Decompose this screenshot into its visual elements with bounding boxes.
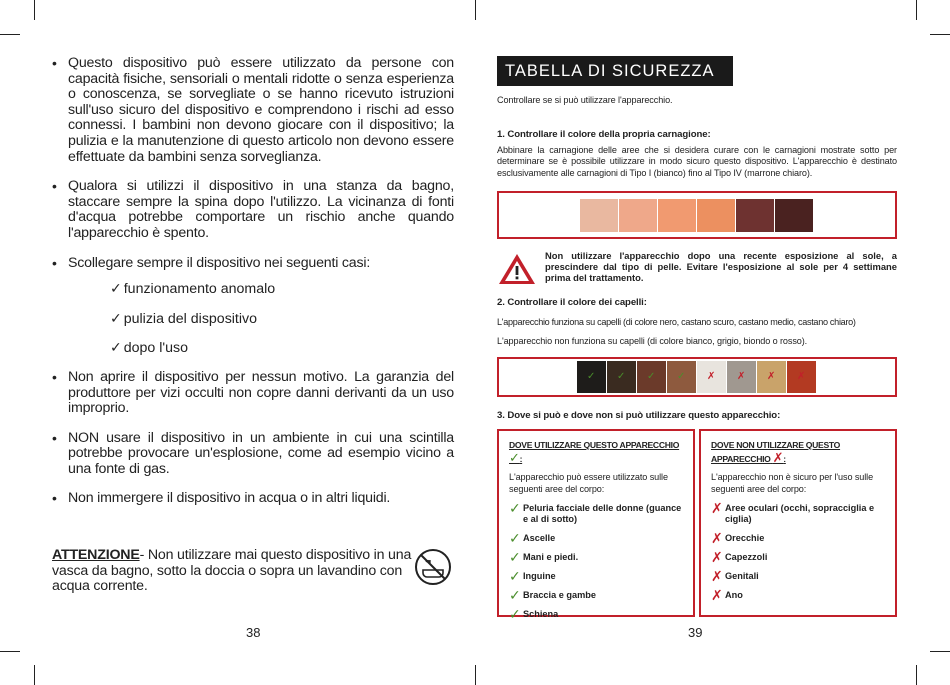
area-item <box>711 568 885 584</box>
cross-icon: ✗ <box>737 371 746 382</box>
cross-icon: ✗ <box>767 371 776 382</box>
skin-swatch <box>697 199 735 232</box>
hair-swatch <box>727 361 756 393</box>
check-item: ✓ pulizia del dispositivo <box>110 309 258 327</box>
section-1-title: 1. Controllare il colore della propria carnagione: <box>497 128 711 140</box>
sun-warning <box>497 250 897 286</box>
attention-heading: ATTENZIONE <box>52 547 140 563</box>
no-bathtub-icon <box>414 548 452 586</box>
hair-swatch <box>607 361 636 393</box>
page-number-left: 38 <box>246 625 261 640</box>
usage-columns <box>497 429 897 622</box>
bullet-item: • Non aprire il dispositivo per nessun motivo. La garanzia del produttore per vizi occulti non copre danni derivanti da un uso improprio. <box>52 368 454 417</box>
section-1-text: Abbinare la carnagione delle aree che si desidera curare con le carnagioni mostrate sotto per determinare se è possibile utilizzare in modo sicuro questo dispositivo. L'apparecchio è destinato esclusivamente alle carnagioni di Tipo I (bianco) fino al Tipo IV (marrone chiaro). <box>497 144 897 178</box>
area-label: Schiena <box>523 609 559 619</box>
attention-note <box>52 548 412 595</box>
page-number-right: 39 <box>688 625 703 640</box>
page-title: TABELLA DI SICUREZZA <box>497 56 733 86</box>
check-icon: ✓ <box>509 568 521 584</box>
area-label: Peluria facciale delle donne (guance e al di sotto) <box>523 503 682 524</box>
check-icon: ✓ <box>647 371 656 382</box>
allowed-areas-heading: DOVE UTILIZZARE QUESTO APPARECCHIO ✓: <box>509 440 680 465</box>
area-label: Aree oculari (occhi, sopracciglia e ciglia) <box>725 503 875 524</box>
hair-swatch <box>787 361 816 393</box>
check-icon: ✓ <box>110 309 122 326</box>
area-label: Braccia e gambe <box>523 590 597 600</box>
skin-swatch <box>580 199 618 232</box>
crop-mark <box>916 665 917 685</box>
area-item <box>711 500 885 525</box>
skin-swatch <box>619 199 657 232</box>
cross-icon: ✗ <box>707 371 716 382</box>
section-2-line-2: L'apparecchio non funziona su capelli (di colore bianco, grigio, biondo o rosso). <box>497 335 808 346</box>
cross-icon: ✗ <box>711 500 723 516</box>
area-item <box>509 500 683 525</box>
check-icon: ✓ <box>587 371 596 382</box>
check-icon: ✓ <box>509 549 521 565</box>
check-item: ✓ dopo l'uso <box>110 339 188 357</box>
hair-swatch <box>577 361 606 393</box>
right-page <box>497 56 897 622</box>
left-page <box>52 56 454 519</box>
area-label: Ascelle <box>523 533 556 543</box>
check-icon: ✓ <box>509 530 521 546</box>
forbidden-areas-intro: L'apparecchio non è sicuro per l'uso sulle seguenti aree del corpo: <box>711 472 874 494</box>
warning-text: Non utilizzare l'apparecchio dopo una recente esposizione al sole, a prescindere dal tipo di pelle. Evitare l'esposizione al sole per 4 settimane prima del trattamento. <box>545 250 897 283</box>
skin-swatch <box>658 199 696 232</box>
forbidden-areas-list <box>711 500 885 603</box>
area-label: Orecchie <box>725 533 765 543</box>
check-icon: ✓ <box>509 500 521 516</box>
area-label: Ano <box>725 590 743 600</box>
check-list <box>110 281 454 357</box>
cross-icon: ✗ <box>711 549 723 565</box>
crop-mark <box>930 34 950 35</box>
cross-icon: ✗ <box>711 568 723 584</box>
allowed-areas-box <box>497 429 695 622</box>
allowed-areas-list <box>509 500 683 622</box>
area-item <box>711 530 885 546</box>
area-label: Inguine <box>523 571 556 581</box>
hair-swatch <box>757 361 786 393</box>
area-label: Genitali <box>725 571 759 581</box>
crop-mark <box>34 0 35 20</box>
check-item: ✓ funzionamento anomalo <box>110 280 276 298</box>
bullet-item: • Scollegare sempre il dispositivo nei seguenti casi: <box>52 254 371 271</box>
crop-mark <box>930 651 950 652</box>
check-icon: ✓ <box>677 371 686 382</box>
crop-mark <box>0 651 20 652</box>
check-icon: ✓ <box>617 371 626 382</box>
area-label: Mani e piedi. <box>523 552 579 562</box>
bullet-item: • Non immergere il dispositivo in acqua o in altri liquidi. <box>52 490 391 507</box>
area-item <box>509 530 683 546</box>
area-item <box>711 587 885 603</box>
area-label: Capezzoli <box>725 552 768 562</box>
area-item <box>509 568 683 584</box>
crop-mark <box>34 665 35 685</box>
forbidden-areas-heading: DOVE NON UTILIZZARE QUESTO APPARECCHIO ✗: <box>711 440 841 465</box>
hair-swatch <box>667 361 696 393</box>
check-icon: ✓ <box>110 339 122 356</box>
bullet-item: • NON usare il dispositivo in un ambiente in cui una scintilla potrebbe provocare un'esplosione, come ad esempio vicino a una fonte di gas. <box>52 429 454 477</box>
skin-tone-chart <box>497 191 897 239</box>
area-item <box>509 606 683 622</box>
crop-mark <box>0 34 20 35</box>
cross-icon: ✗ <box>797 371 806 382</box>
section-2-title: 2. Controllare il colore dei capelli: <box>497 297 647 308</box>
cross-icon: ✗ <box>772 450 784 465</box>
area-item <box>509 549 683 565</box>
area-item <box>509 587 683 603</box>
skin-swatch <box>736 199 774 232</box>
section-2-line-1: L'apparecchio funziona su capelli (di colore nero, castano scuro, castano medio, castano chiaro) <box>497 317 856 327</box>
hair-swatch <box>637 361 666 393</box>
crop-mark <box>475 0 476 20</box>
area-item <box>711 549 885 565</box>
check-icon: ✓ <box>509 450 520 465</box>
check-icon: ✓ <box>110 280 122 297</box>
bullet-item: • Questo dispositivo può essere utilizzato da persone con capacità fisiche, sensoriali o mentali ridotte o senza esperienza o conoscenza, se sorvegliate o se hanno ricevuto istruzioni sull'uso sicuro del dispositivo e comprendono i rischi ad esso connessi. I bambini non devono giocare con il dispositivo; la pulizia e la manutenzione di questo articolo non devono essere effettuate da bambini senza sorveglianza. <box>52 55 454 165</box>
check-icon: ✓ <box>509 587 521 603</box>
intro-text: Controllare se si può utilizzare l'apparecchio. <box>497 95 673 105</box>
crop-mark <box>916 0 917 20</box>
hair-swatch <box>697 361 726 393</box>
check-icon: ✓ <box>509 606 521 622</box>
cross-icon: ✗ <box>711 587 723 603</box>
crop-mark <box>475 665 476 685</box>
attention-text: - Non utilizzare mai questo dispositivo in una vasca da bagno, sotto la doccia o sopra un lavandino con acqua corrente. <box>52 547 412 595</box>
section-3-title: 3. Dove si può e dove non si può utilizzare questo apparecchio: <box>497 410 781 421</box>
hair-color-chart <box>497 357 897 397</box>
cross-icon: ✗ <box>711 530 723 546</box>
bullet-item: • Qualora si utilizzi il dispositivo in una stanza da bagno, staccare sempre la spina dopo l'utilizzo. La vicinanza di fonti d'acqua potrebbe comportare un rischio anche quando l'apparecchio è spento. <box>52 178 454 241</box>
warning-triangle-icon <box>497 252 537 286</box>
allowed-areas-intro: L'apparecchio può essere utilizzato sulle seguenti aree del corpo: <box>509 472 668 494</box>
skin-swatch <box>775 199 813 232</box>
forbidden-areas-box <box>699 429 897 617</box>
